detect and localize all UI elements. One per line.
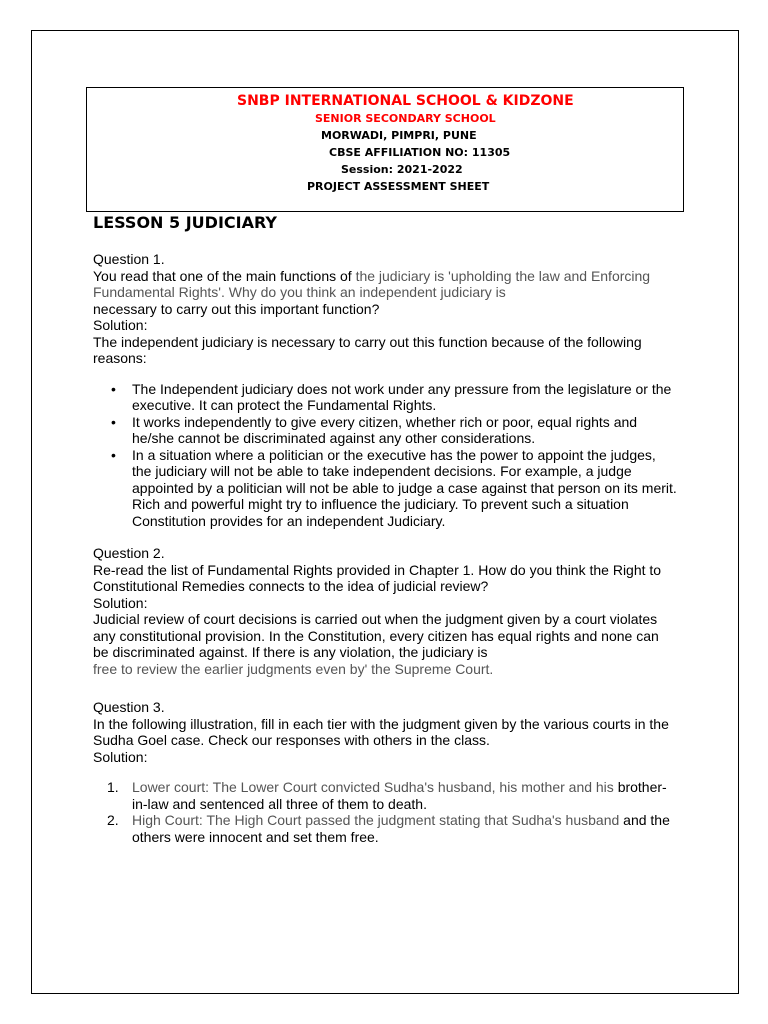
solution-2-label: Solution: [93, 594, 148, 611]
solution-1-text: The independent judiciary is necessary to carry out this function because of the following reasons: [93, 333, 642, 366]
question-1-label: Question 1. [93, 251, 165, 267]
list-item: • In a situation where a politician or the executive has the power to appoint the judges, the judiciary will not be able to take independent decisions. For example, a judge appointed by a politician will not be able to judge a case against that person on its merit. Rich and powerful might try to influence the judiciary. To prevent such a situation Constitution provides for an independent Judiciary. [111, 446, 677, 529]
school-header [86, 87, 684, 212]
solution-2-tail: free to review the earlier judgments even by' the Supreme Court. [93, 660, 494, 677]
question-2-label: Question 2. [93, 545, 165, 561]
question-1-text-b: the judiciary is 'upholding the law and Enforcing Fundamental Rights'. Why do you think an independent judiciary is [93, 267, 651, 300]
document-body [93, 251, 678, 845]
question-1-text [93, 268, 678, 301]
question-2-text: Re-read the list of Fundamental Rights provided in Chapter 1. How do you think the Right to Constitutional Remedies connects to the idea of judicial review? [93, 561, 662, 594]
list-item: • The Independent judiciary does not work under any pressure from the legislature or the executive. It can protect the Fundamental Rights. [111, 380, 672, 413]
solution-1-label: Solution: [93, 317, 148, 333]
bullet-dot: • [111, 446, 116, 463]
sheet-title: PROJECT ASSESSMENT SHEET [307, 180, 490, 193]
school-name: SNBP INTERNATIONAL SCHOOL & KIDZONE [237, 93, 574, 109]
list-item: 1. Lower court: The Lower Court convicted Sudha's husband, his mother and his brother-in-law and sentenced all three of them to death. [107, 779, 667, 812]
school-subtitle: SENIOR SECONDARY SCHOOL [315, 112, 496, 125]
solution-2-text: Judicial review of court decisions is carried out when the judgment given by a court violates any constitutional provision. In the Constitution, every citizen has equal rights and none can be discriminated against. If there is any violation, the judiciary is [93, 611, 659, 660]
session-label: Session: 2021-2022 [341, 163, 463, 176]
question-3-label: Question 3. [93, 699, 165, 715]
question-3-text: In the following illustration, fill in each tier with the judgment given by the various courts in the Sudha Goel case. Check our responses with others in the class. [93, 715, 669, 748]
solution-3-label: Solution: [93, 748, 148, 765]
list-item: 2. High Court: The High Court passed the judgment stating that Sudha's husband and the others were innocent and set them free. [107, 812, 670, 845]
bullet-dot: • [111, 380, 116, 397]
bullet-dot: • [111, 413, 116, 430]
question-1-text-a: You read that one of the main functions of [93, 267, 356, 284]
question-1-text-c: necessary to carry out this important function? [93, 300, 380, 317]
solution-1-bullets [93, 381, 678, 530]
school-address: MORWADI, PIMPRI, PUNE [321, 129, 477, 142]
affiliation-number: CBSE AFFILIATION NO: 11305 [329, 146, 511, 159]
lesson-title: LESSON 5 JUDICIARY [93, 213, 278, 232]
list-item: • It works independently to give every citizen, whether rich or poor, equal rights and he/she cannot be discriminated against any other considerations. [111, 413, 638, 446]
solution-3-list [93, 779, 678, 845]
